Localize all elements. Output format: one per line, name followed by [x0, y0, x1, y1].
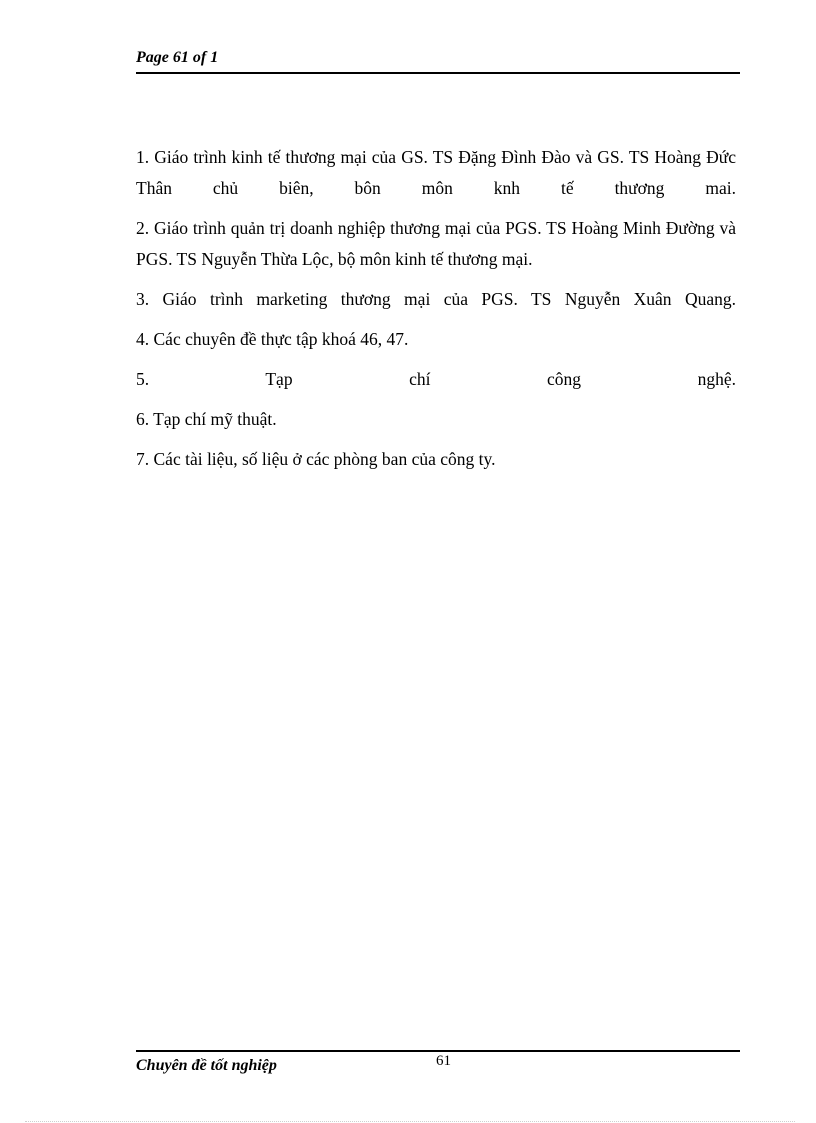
reference-item-6: 6. Tạp chí mỹ thuật. [136, 409, 277, 429]
reference-item-5: 5. Tạp chí công nghệ. [136, 369, 736, 389]
reference-item-2: 2. Giáo trình quản trị doanh nghiệp thương mại của PGS. TS Hoàng Minh Đường và PGS. TS Nguyễn Thừa Lộc, bộ môn kinh tế thương mại. [136, 218, 736, 269]
header-text: Page 61 of 1 [136, 49, 219, 66]
page-number: 61 [436, 1053, 451, 1069]
reference-item-1: 1. Giáo trình kinh tế thương mại của GS. TS Đặng Đình Đào và GS. TS Hoàng Đức Thân chủ biên, bôn môn knh tế thương mai. [136, 147, 736, 198]
reference-list [136, 142, 736, 484]
page-header [136, 46, 740, 74]
page-footer [136, 1050, 740, 1082]
reference-item-4: 4. Các chuyên đề thực tập khoá 46, 47. [136, 329, 409, 349]
reference-item-3: 3. Giáo trình marketing thương mại của PGS. TS Nguyễn Xuân Quang. [136, 289, 736, 309]
page-bottom-divider [25, 1121, 795, 1122]
footer-text: Chuyên đề tốt nghiệp [136, 1057, 277, 1074]
reference-item-7: 7. Các tài liệu, số liệu ở các phòng ban của công ty. [136, 449, 496, 469]
